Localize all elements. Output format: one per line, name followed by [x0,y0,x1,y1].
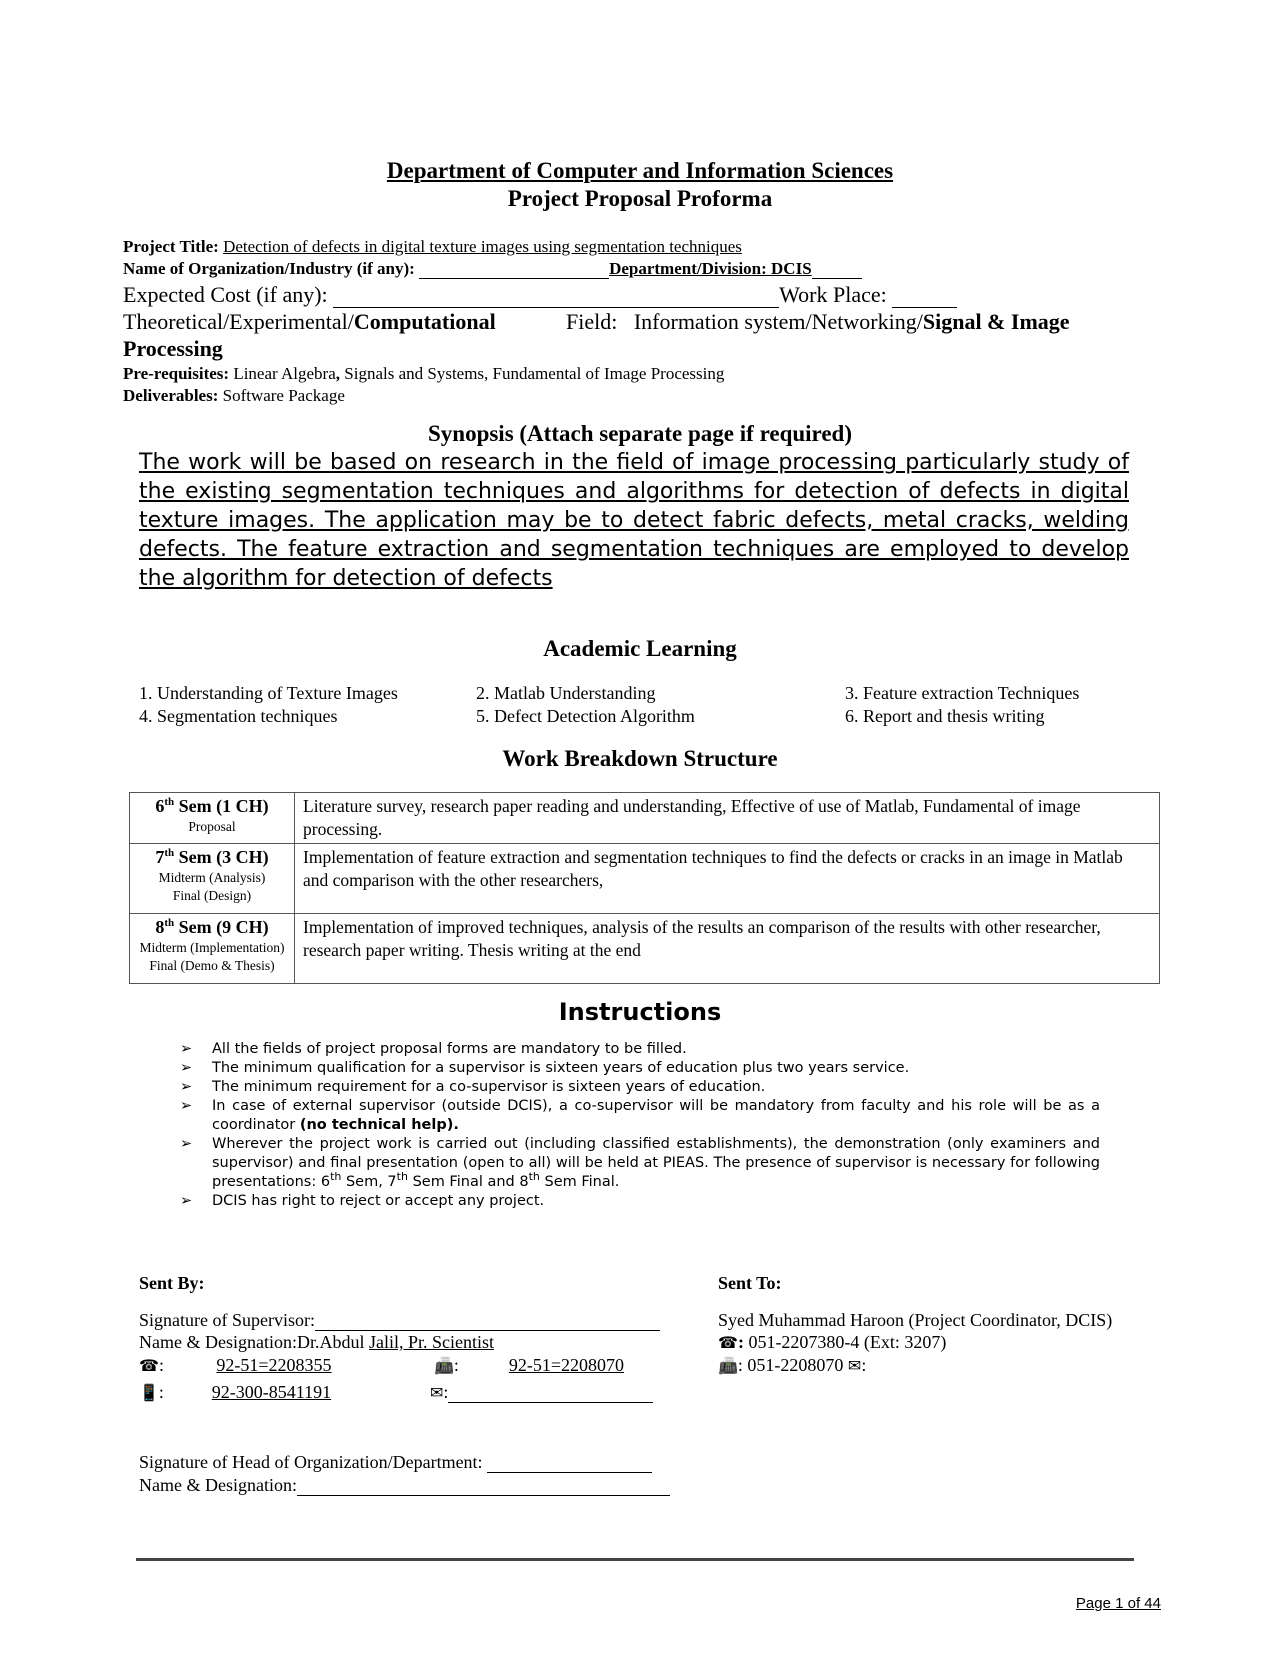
instruction-text: Sem, 7 [341,1174,397,1190]
arrow-bullet-icon: ➢ [180,1098,193,1114]
semester-number: 8 [155,917,165,937]
instruction-text: The minimum requirement for a co-supervisor is sixteen years of education. [212,1079,766,1095]
supervisor-signature-field[interactable] [315,1312,660,1331]
field-label: Field: [566,309,618,334]
deliverables-value: Software Package [222,386,345,405]
semester-phase: Final (Demo & Thesis) [149,958,275,973]
footer-divider [136,1558,1134,1561]
coordinator-phone-row [718,1332,946,1353]
mobile-phone-icon: 📱 [139,1383,159,1402]
ordinal-suffix: th [330,1170,342,1184]
academic-item: 3. Feature extraction Techniques [845,683,1080,703]
semester-number: 6 [155,796,165,816]
telephone-icon: ☎ [718,1333,738,1352]
supervisor-fax-row [434,1355,674,1376]
supervisor-mobile-value[interactable]: 92-300-8541191 [211,1382,332,1402]
deliverables-label: Deliverables: [123,386,219,405]
coordinator-fax-row [718,1355,866,1376]
wbs-table [129,792,1160,984]
arrow-bullet-icon: ➢ [180,1193,193,1209]
type-row [123,309,496,335]
semester-phase: Proposal [188,819,236,834]
telephone-icon: ☎ [139,1356,159,1375]
semester-description: Literature survey, research paper reading and understanding, Effective of use of Matlab, Fundamental of image processing. [295,793,1160,844]
academic-item: 1. Understanding of Texture Images [139,683,398,703]
department-heading: Department of Computer and Information Sciences [386,158,894,183]
semester-description: Implementation of feature extraction and segmentation techniques to find the defects or cracks in an image in Matlab and comparison with the other researchers, [295,844,1160,914]
list-item [180,1192,1100,1211]
sent-by-title: Sent By: [139,1273,205,1293]
ordinal-suffix: th [164,917,175,929]
instruction-text: Sem Final. [539,1174,620,1190]
prerequisites-label: Pre-requisites: [123,364,230,383]
field-selected-continued: Processing [123,336,223,361]
arrow-bullet-icon: ➢ [180,1041,193,1057]
page-number: Page 1 of 44 [1075,1595,1161,1612]
supervisor-signature-label: Signature of Supervisor: [139,1310,315,1330]
academic-item: 4. Segmentation techniques [139,706,338,726]
semester-number: 7 [155,847,165,867]
organization-field[interactable] [419,260,609,279]
field-selected: Signal & Image [922,309,1070,334]
table-row [130,793,1160,844]
head-name-row [139,1475,670,1496]
table-row [130,844,1160,914]
supervisor-fax-value[interactable]: 92-51=2208070 [508,1355,625,1375]
prerequisites-row [123,364,724,384]
semester-cell [130,844,295,914]
table-row [130,914,1160,984]
head-name-field[interactable] [297,1477,670,1496]
work-place-label: Work Place: [779,282,887,307]
supervisor-signature-row [139,1310,660,1331]
field-options: Information system/Networking/ [633,309,923,334]
head-signature-row [139,1452,652,1473]
academic-item: 2. Matlab Understanding [476,683,656,703]
project-title-label: Project Title: [123,237,219,256]
coordinator-fax: : 051-2208070 [737,1355,844,1375]
instructions-title: Instructions [558,998,722,1026]
semester-name: Sem (9 CH) [174,917,269,937]
instruction-text: Sem Final and 8 [407,1174,529,1190]
department-label: Department/Division: DCIS [609,259,812,278]
type-options: Theoretical/Experimental/ [123,309,354,334]
semester-phase: Midterm (Analysis) [158,870,266,885]
envelope-icon: ✉ [847,1356,862,1375]
ordinal-suffix: th [396,1170,408,1184]
fax-icon: 📠 [718,1356,738,1375]
expected-cost-field[interactable] [333,289,779,308]
colon: : [158,1382,164,1402]
supervisor-name-label: Name & Designation:Dr.Abdul [139,1332,369,1352]
list-item [180,1040,1100,1059]
instruction-text: The minimum qualification for a supervisor is sixteen years of education plus two years service. [212,1060,910,1076]
supervisor-mobile-row [139,1382,379,1403]
cost-row [123,282,957,308]
semester-cell [130,914,295,984]
wbs-title: Work Breakdown Structure [502,746,778,771]
instruction-text: All the fields of project proposal forms are mandatory to be filled. [212,1041,687,1057]
head-name-label: Name & Designation: [139,1475,297,1495]
colon: : [443,1382,449,1402]
organization-label: Name of Organization/Industry (if any): [123,259,415,278]
supervisor-phone-row [139,1355,384,1376]
colon: : [861,1355,867,1375]
department-field[interactable] [812,260,862,279]
instructions-list [180,1040,1100,1211]
academic-item: 6. Report and thesis writing [845,706,1045,726]
ordinal-suffix: th [528,1170,540,1184]
arrow-bullet-icon: ➢ [180,1060,193,1076]
head-signature-field[interactable] [487,1454,652,1473]
list-item [180,1097,1100,1135]
prerequisites-value-1: Linear Algebra [233,364,336,383]
colon: : [453,1355,459,1375]
ordinal-suffix: th [164,847,175,859]
academic-learning-title: Academic Learning [543,636,737,661]
list-item [180,1078,1100,1097]
academic-item: 5. Defect Detection Algorithm [476,706,695,726]
coordinator-name: Syed Muhammad Haroon (Project Coordinator, DCIS) [718,1310,1113,1330]
semester-description: Implementation of improved techniques, analysis of the results an comparison of the results with other researcher, research paper writing. Thesis writing at the end [295,914,1160,984]
arrow-bullet-icon: ➢ [180,1136,193,1152]
organization-row [123,259,862,279]
semester-cell [130,793,295,844]
ordinal-suffix: th [164,796,175,808]
supervisor-email-row [430,1382,653,1403]
semester-name: Sem (1 CH) [174,796,269,816]
coordinator-phone: 051-2207380-4 (Ext: 3207) [748,1332,947,1352]
list-item [180,1059,1100,1078]
expected-cost-label: Expected Cost (if any): [123,282,328,307]
supervisor-name-row [139,1332,494,1353]
deliverables-row [123,386,345,406]
type-selected: Computational [353,309,496,334]
sent-to-title: Sent To: [718,1273,782,1293]
head-signature-label: Signature of Head of Organization/Department: [139,1452,483,1472]
semester-phase: Midterm (Implementation) [139,940,285,955]
instruction-text: In case of external supervisor (outside DCIS), a co-supervisor will be mandatory from faculty and his role will be as a coordinator [212,1098,1100,1133]
work-place-field[interactable] [892,289,957,308]
fax-icon: 📠 [434,1356,454,1375]
supervisor-name-value: Jalil, Pr. Scientist [368,1332,494,1352]
semester-name: Sem (3 CH) [174,847,269,867]
envelope-icon: ✉ [430,1383,444,1402]
synopsis-title: Synopsis (Attach separate page if required) [427,421,852,446]
supervisor-email-field[interactable] [448,1384,653,1403]
list-item [180,1135,1100,1192]
field-row [566,309,1070,335]
project-title-value: Detection of defects in digital texture images using segmentation techniques [223,237,742,256]
colon: : [158,1355,164,1375]
prerequisites-value-2: Signals and Systems, Fundamental of Image Processing [344,364,725,383]
instruction-text: DCIS has right to reject or accept any project. [212,1193,545,1209]
arrow-bullet-icon: ➢ [180,1079,193,1095]
supervisor-phone-value[interactable]: 92-51=2208355 [216,1355,332,1375]
instruction-emphasis: (no technical help). [299,1117,459,1133]
instruction-text: Wherever the project work is carried out (including classified establishments), the demonstration (only examiners and supervisor) and final presentation (open to all) will be held at PIEAS. The presence of supervisor is necessary for following presentations: 6 [212,1136,1100,1190]
semester-phase: Final (Design) [172,888,252,903]
project-title-row [123,237,742,257]
prerequisites-comma: , [335,364,341,383]
form-title: Project Proposal Proforma [507,186,773,211]
synopsis-text: The work will be based on research in the field of image processing particularly study of the existing segmentation techniques and algorithms for detection of defects in digital texture images. The application may be to detect fabric defects, metal cracks, welding defects. The feature extraction and segmentation techniques are employed to develop the algorithm for detection of defects [139,450,1129,591]
colon: : [737,1332,744,1352]
